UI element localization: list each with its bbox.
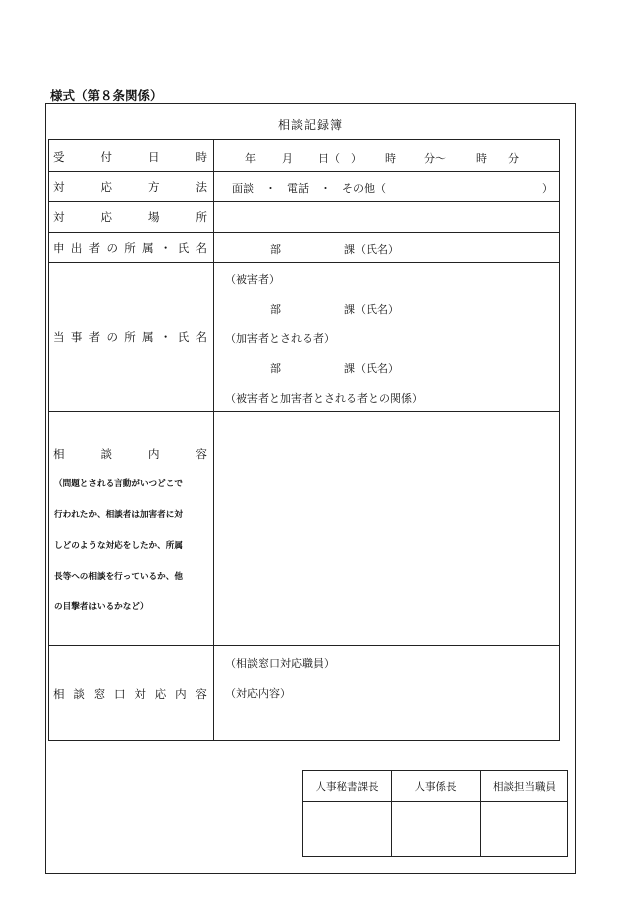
reception-hour: 時 — [385, 152, 396, 165]
row-divider — [49, 411, 559, 412]
reception-hour-end: 時 — [476, 152, 487, 165]
form-label: 様式（第８条関係） — [50, 88, 163, 103]
approval-table — [302, 770, 568, 857]
reception-minute-range: 分～ — [424, 152, 446, 165]
approval-col-hr-chief: 人事係長 — [414, 780, 457, 793]
parties-accused-dept: 部 — [270, 362, 281, 375]
reception-year: 年 — [245, 152, 256, 165]
row-divider — [49, 201, 559, 202]
method-close-paren: ） — [542, 182, 553, 195]
content-note-line: 長等への相談を行っているか、他 — [54, 572, 183, 582]
approval-divider — [480, 771, 481, 856]
row-divider — [49, 645, 559, 646]
row-divider — [49, 232, 559, 233]
row-divider — [49, 262, 559, 263]
reception-month: 月 — [282, 152, 293, 165]
row-divider — [49, 171, 559, 172]
response-details: （対応内容） — [225, 687, 291, 700]
reception-day: 日（ ） — [318, 152, 362, 165]
approval-header-row — [303, 771, 567, 802]
label-applicant: 申 出 者 の 所 属 ・ 氏 名 — [53, 241, 207, 255]
approval-col-consultation-staff: 相談担当職員 — [493, 780, 556, 793]
parties-victim-section-name: 課（氏名） — [344, 303, 399, 316]
approval-divider — [391, 771, 392, 856]
label-consultation-content: 相 談 内 容 — [53, 447, 207, 461]
label-reception-datetime: 受 付 日 時 — [53, 150, 207, 164]
content-note-line: の目撃者はいるかなど） — [54, 602, 149, 612]
content-note-line: 行われたか、相談者は加害者に対 — [54, 510, 183, 520]
label-counter-response: 相 談 窓 口 対 応 内 容 — [53, 687, 207, 701]
consultation-table — [48, 139, 560, 741]
content-note-line: （問題とされる言動がいつどこで — [54, 479, 183, 489]
form-title: 相談記録簿 — [277, 118, 343, 132]
parties-accused-section-name: 課（氏名） — [344, 362, 399, 375]
reception-minute-end: 分 — [508, 152, 519, 165]
method-options: 面談 ・ 電話 ・ その他（ — [232, 182, 386, 195]
parties-victim-dept: 部 — [270, 303, 281, 316]
parties-victim: （被害者） — [225, 273, 280, 286]
approval-col-hr-secretary-manager: 人事秘書課長 — [315, 780, 379, 793]
label-parties: 当 事 者 の 所 属 ・ 氏 名 — [53, 330, 207, 344]
content-note-line: しどのような対応をしたか、所属 — [54, 541, 183, 551]
response-staff: （相談窓口対応職員） — [225, 657, 335, 670]
parties-accused: （加害者とされる者） — [225, 332, 335, 345]
label-response-method: 対 応 方 法 — [53, 180, 207, 194]
label-response-place: 対 応 場 所 — [53, 210, 207, 224]
applicant-dept: 部 — [270, 243, 281, 256]
applicant-section-name: 課（氏名） — [344, 243, 399, 256]
parties-relation: （被害者と加害者とされる者との関係） — [225, 392, 423, 405]
column-divider — [213, 140, 214, 740]
